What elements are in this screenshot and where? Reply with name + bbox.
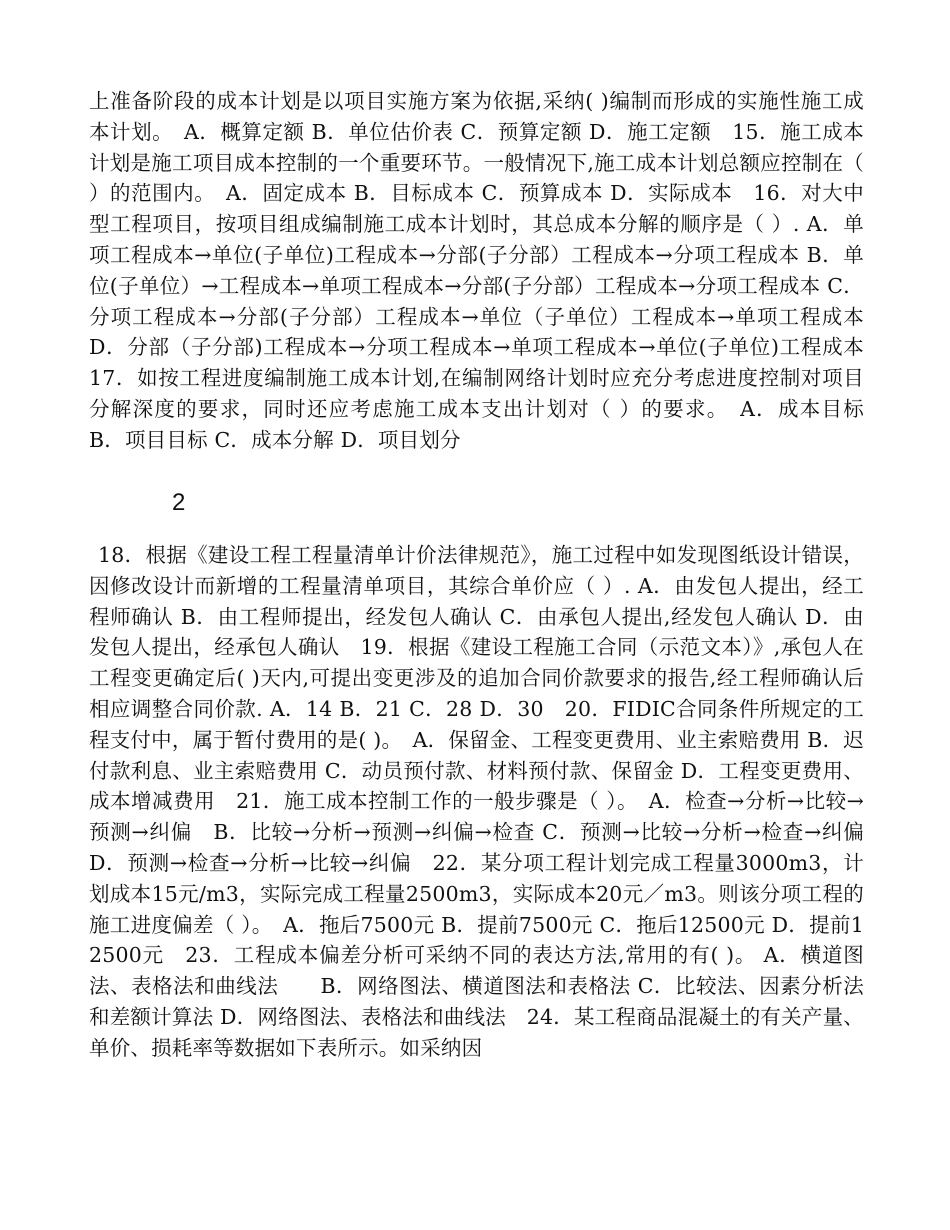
question-paragraph-14-to-17: 上准备阶段的成本计划是以项目实施方案为依据,采纳( )编制而形成的实施性施工成本计划。 A．概算定额 B．单位估价表 C．预算定额 D．施工定额 15．施工成本计划是施工项目成本控制的一个重要环节。一般情况下,施工成本计划总额应控制在（ ）的范围内。 A．固定成本 B．目标成本 C．预算成本 D．实际成本 16．对大中型工程项目，按项目组成编制施工成本计划时，其总成本分解的顺序是（ ）. A．单项工程成本→单位(子单位)工程成本→分部(子分部）工程成本→分项工程成本 B．单位(子单位）→工程成本→单项工程成本→分部(子分部）工程成本→分项工程成本 C．分项工程成本→分部(子分部）工程成本→单位（子单位）工程成本→单项工程成本 D．分部（子分部)工程成本→分项工程成本→单项工程成本→单位(子单位)工程成本 17．如按工程进度编制施工成本计划,在编制网络计划时应充分考虑进度控制对项目分解深度的要求，同时还应考虑施工成本支出计划对（ ）的要求。 A．成本目标 B．项目目标 C．成本分解 D．项目划分: [89, 89, 885, 452]
question-paragraph-18-to-24: 18．根据《建设工程工程量清单计价法律规范》，施工过程中如发现图纸设计错误，因修改设计而新增的工程量清单项目，其综合单价应（ ）. A．由发包人提出，经工程师确认 B．由工程师提出，经发包人确认 C．由承包人提出,经发包人确认 D．由发包人提出，经承包人确认 19．根据《建设工程施工合同（示范文本）》,承包人在工程变更确定后( )天内,可提出变更涉及的追加合同价款要求的报告,经工程师确认后相应调整合同价款. A．14 B．21 C．28 D．30 20．FIDIC合同条件所规定的工程支付中，属于暂付费用的是( )。 A．保留金、工程变更费用、业主索赔费用 B．迟付款利息、业主索赔费用 C．动员预付款、材料预付款、保留金 D．工程变更费用、成本增减费用 21．施工成本控制工作的一般步骤是（ ）。 A．检查→分析→比较→预测→纠偏 B．比较→分析→预测→纠偏→检查 C．预测→比较→分析→检查→纠偏 D．预测→检查→分析→比较→纠偏 22．某分项工程计划完成工程量3000m3，计划成本15元/m3，实际完成工程量2500m3，实际成本20元／m3。则该分项工程的施工进度偏差（ ）。 A．拖后7500元 B．提前7500元 C．拖后12500元 D．提前12500元 23．工程成本偏差分析可采纳不同的表达方法,常用的有( )。 A．横道图法、表格法和曲线法 B．网络图法、横道图法和表格法 C．比较法、因素分析法和差额计算法 D．网络图法、表格法和曲线法 24．某工程商品混凝土的有关产量、单价、损耗率等数据如下表所示。如采纳因: [89, 543, 885, 1060]
page-number: 2: [172, 489, 186, 516]
